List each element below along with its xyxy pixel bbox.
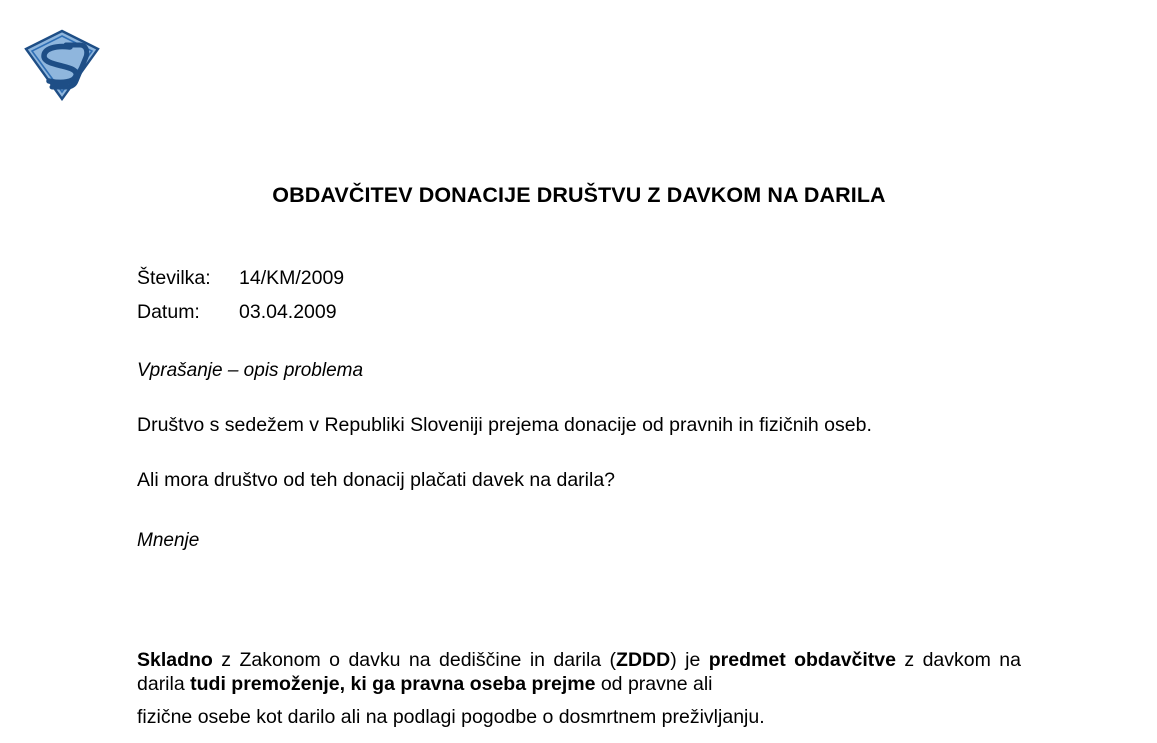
document-meta: [137, 266, 1021, 324]
opinion-run-6: z davkom na darila: [137, 649, 1021, 696]
opinion-paragraph-clipped: fizične osebe kot darilo ali na podlagi pogodbe o dosmrtnem preživljanju.: [137, 705, 765, 728]
meta-value-date: 03.04.2009: [239, 301, 337, 324]
opinion-run-2: z Zakonom o davku na dediščine in darila (: [212, 649, 617, 671]
page-title: OBDAVČITEV DONACIJE DRUŠTVU Z DAVKOM NA DARILA: [272, 183, 886, 207]
opinion-run-predmet-obdavcitve: predmet obdavčitve: [708, 649, 896, 671]
opinion-run-4: ) je: [670, 649, 709, 671]
question-paragraph-1: Društvo s sedežem v Republiki Sloveniji prejema donacije od pravnih in fizičnih oseb.: [137, 413, 872, 436]
section-heading-question: Vprašanje – opis problema: [137, 359, 364, 381]
opinion-run-8: od pravne ali: [595, 673, 713, 696]
opinion-paragraph-1: [137, 648, 1021, 697]
document-content: [137, 0, 1021, 552]
question-paragraph-2: Ali mora društvo od teh donacij plačati davek na darila?: [137, 469, 616, 492]
meta-value-number: 14/KM/2009: [239, 266, 345, 289]
opinion-text-block: [137, 648, 1021, 743]
opinion-run-zddd: ZDDD: [616, 649, 671, 671]
sd-logo: [22, 29, 102, 101]
opinion-run-skladno: Skladno: [137, 649, 213, 671]
meta-label-number: Številka:: [137, 266, 211, 289]
meta-row-date: [137, 303, 1021, 323]
meta-row-number: [137, 266, 1021, 289]
meta-label-date: Datum:: [137, 301, 200, 324]
opinion-run-tudi-premozenje: tudi premoženje, ki ga pravna oseba prejme: [190, 673, 596, 696]
section-heading-opinion: Mnenje: [137, 529, 200, 551]
